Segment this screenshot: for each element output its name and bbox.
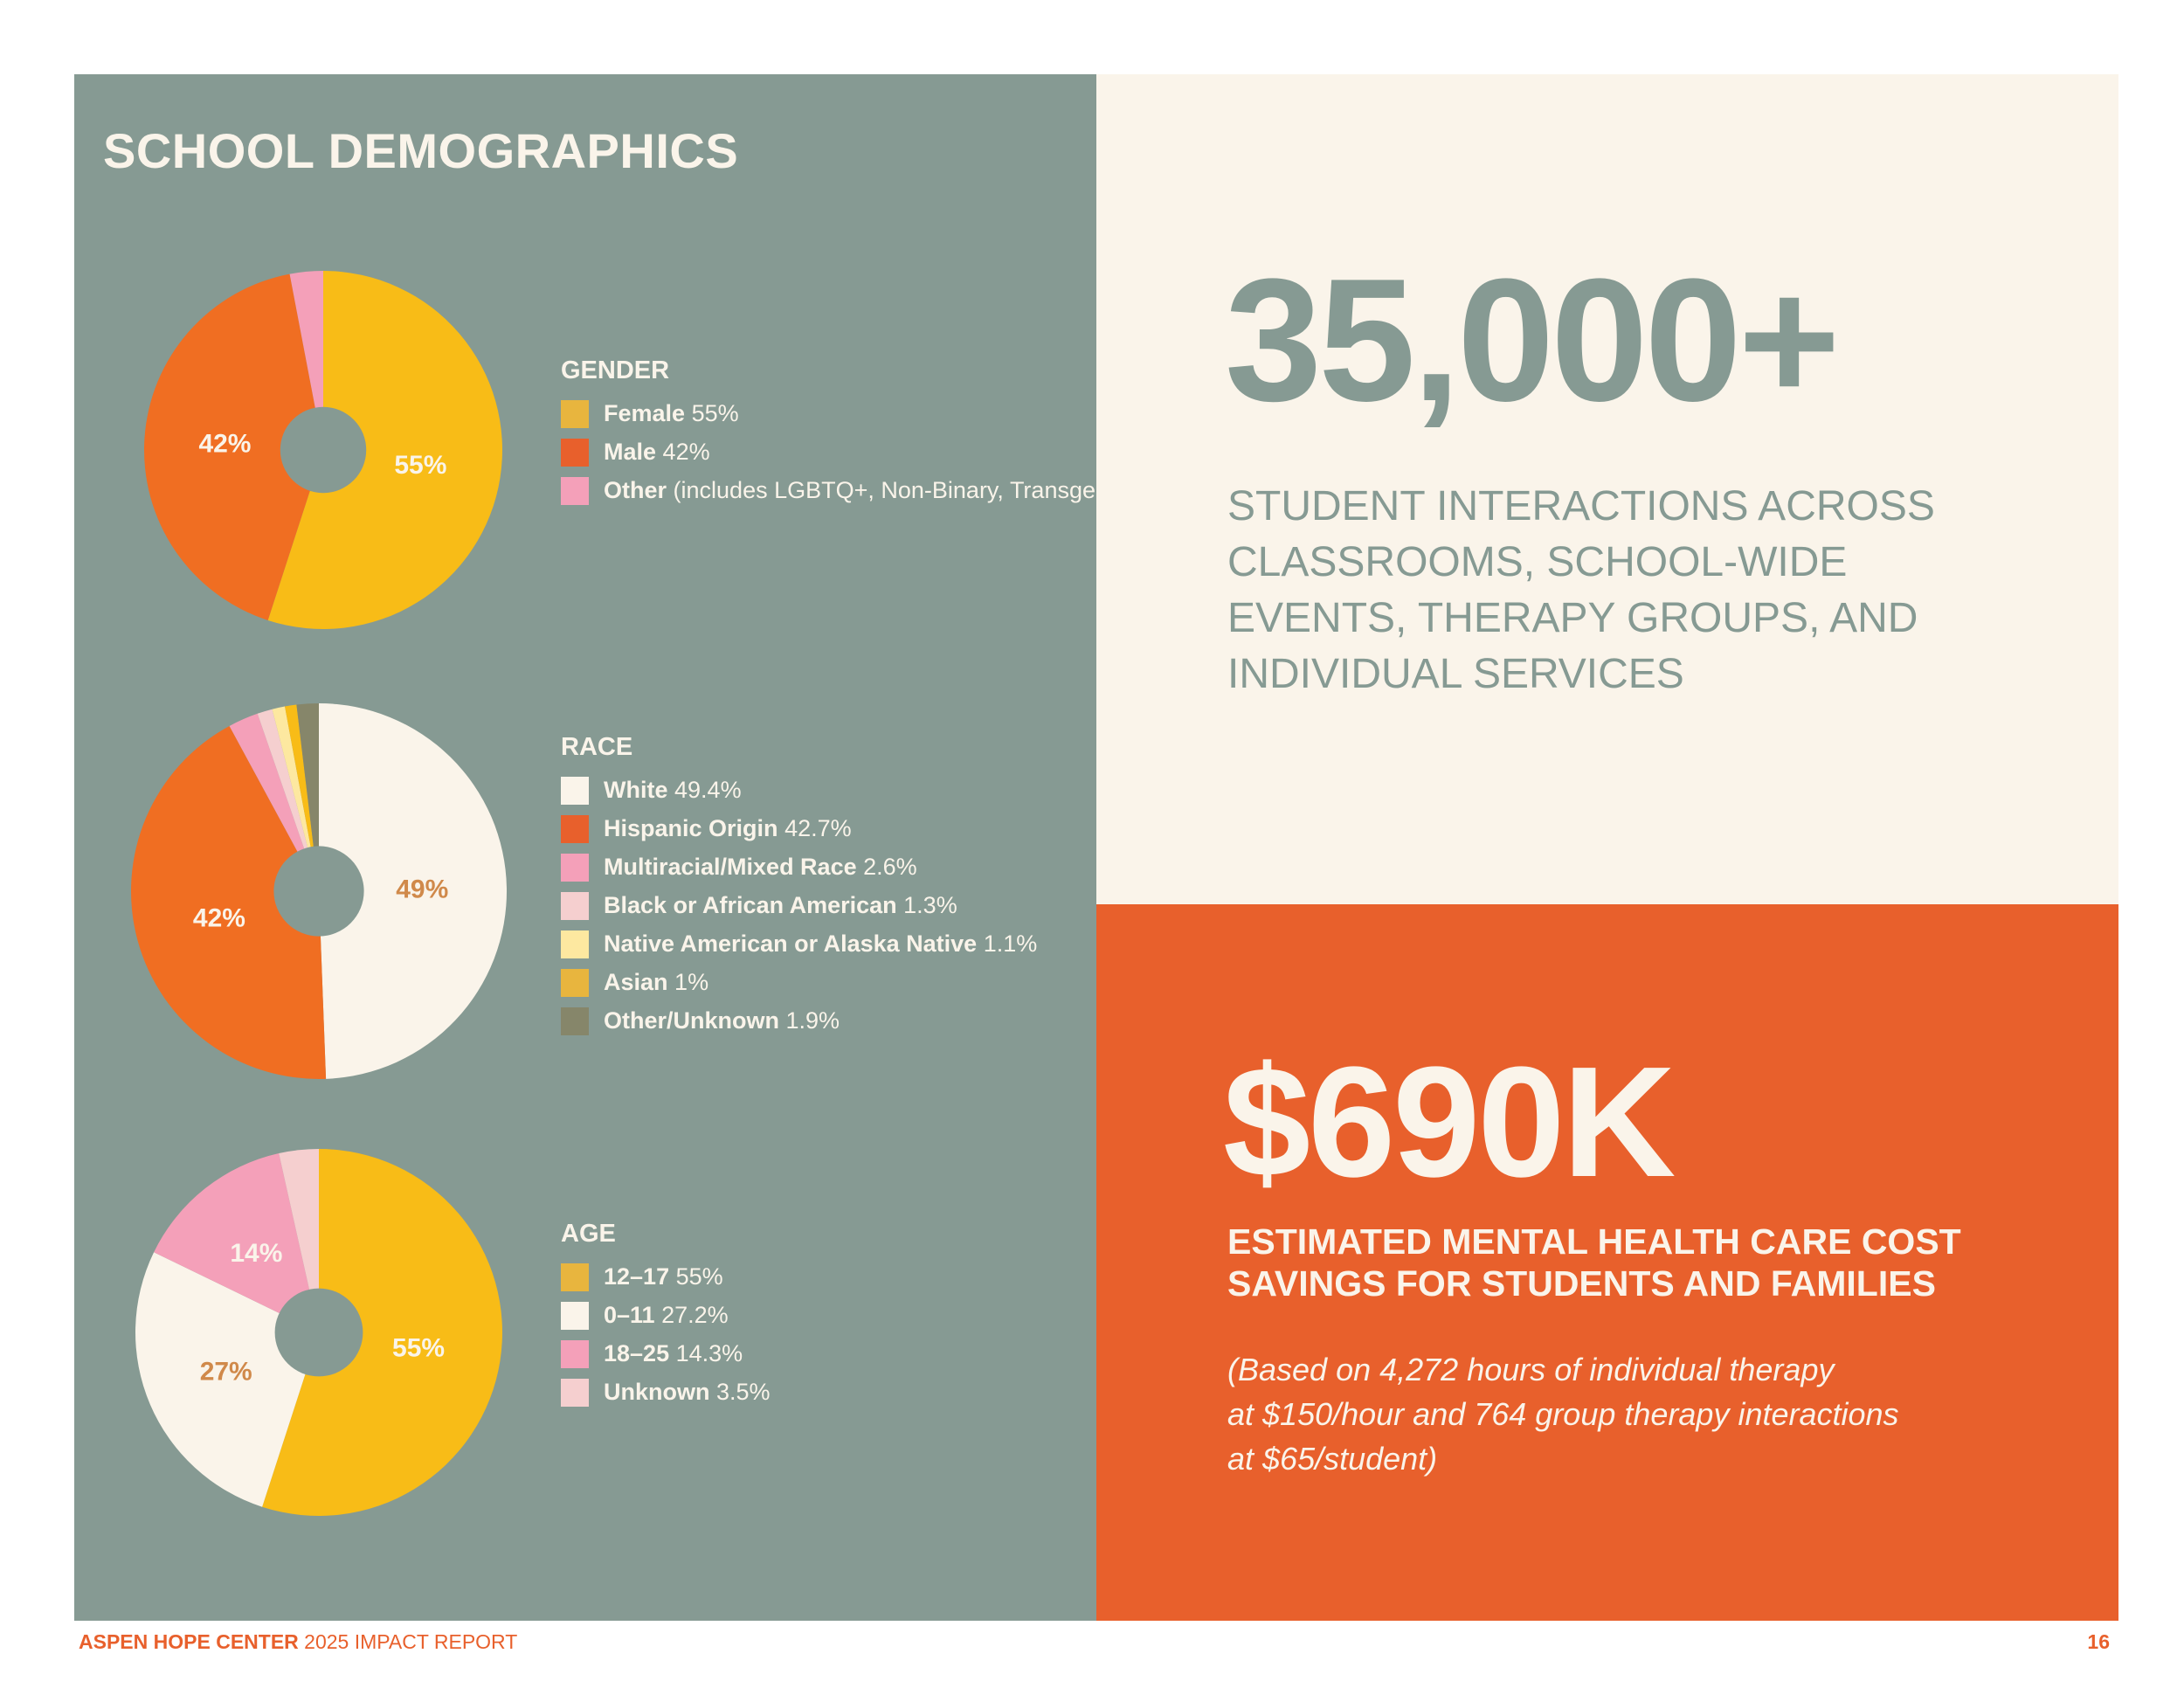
legend-swatch [561,930,589,958]
legend-item-value: 2.6% [863,854,917,880]
slice-label: 42% [192,903,245,933]
legend-swatch [561,1007,589,1035]
legend-item-value: 27.2% [661,1302,729,1328]
gender-legend [561,356,1302,513]
legend-item-value: (includes LGBTQ+, Non-Binary, Transgender, Unknown) 3% [673,477,1302,503]
footer-report: 2025 IMPACT REPORT [304,1630,518,1653]
footer-org: ASPEN HOPE CENTER [79,1630,299,1653]
interactions-stat-description: STUDENT INTERACTIONS ACROSS CLASSROOMS, SCHOOL-WIDE EVENTS, THERAPY GROUPS, AND INDIVIDUAL SERVICES [1227,483,1935,697]
legend-item [561,474,1302,506]
age-pie-chart [127,1140,511,1525]
slice-label: 14% [230,1238,283,1268]
legend-item [561,1338,771,1369]
section-title: SCHOOL DEMOGRAPHICS [103,123,739,178]
pie-center-hole [273,846,363,936]
legend-item-name: Multiracial/Mixed Race [604,854,857,880]
legend-title: AGE [561,1220,616,1248]
legend-item-name: 12–17 [604,1263,670,1290]
legend-swatch [561,892,589,920]
legend-item-value: 3.5% [716,1379,771,1405]
savings-stat-value: $690K [1223,1034,1674,1210]
legend-item-value: 1.9% [785,1007,840,1034]
legend-swatch [561,439,589,467]
legend-item [561,1376,771,1408]
race-pie-chart [122,695,515,1088]
slice-label: 42% [198,429,252,459]
legend-item-value: 42% [662,439,710,465]
legend-swatch [561,969,589,997]
legend-item-name: Other [604,477,667,503]
legend-swatch [561,1379,589,1407]
legend-item-name: Male [604,439,657,465]
footer [79,1630,517,1654]
legend-item-name: 0–11 [604,1302,655,1328]
legend-item-value: 14.3% [675,1340,743,1366]
legend-item-name: Unknown [604,1379,710,1405]
legend-item-name: Female [604,400,686,426]
legend-item [561,928,1037,959]
legend-item-value: 1.1% [983,930,1038,957]
legend-item [561,1299,771,1331]
legend-item-value: 55% [691,400,739,426]
interactions-stat-value: 35,000+ [1225,243,1837,438]
legend-item-name: Other/Unknown [604,1007,779,1034]
slice-label: 49% [396,875,449,904]
legend-item-name: Hispanic Origin [604,815,778,841]
legend-item [561,966,1037,998]
legend-item [561,436,1302,467]
legend-swatch [561,477,589,505]
legend-item-value: 1.3% [903,892,957,918]
legend-swatch [561,1340,589,1368]
legend-item-name: Asian [604,969,668,995]
slice-label: 27% [199,1357,252,1387]
gender-pie-chart [131,262,515,638]
pie-center-hole [280,407,366,493]
legend-swatch [561,1263,589,1291]
legend-item-value: 42.7% [784,815,852,841]
savings-stat-note: (Based on 4,272 hours of individual therapy at $150/hour and 764 group therapy interactions at $65/student) [1227,1352,1899,1477]
race-legend [561,733,1037,1043]
legend-item-value: 1% [674,969,709,995]
legend-title: GENDER [561,356,670,384]
legend-swatch [561,1302,589,1330]
legend-swatch [561,854,589,882]
slice-label: 55% [392,1333,446,1363]
legend-swatch [561,777,589,805]
legend-item-name: 18–25 [604,1340,670,1366]
legend-item-value: 55% [675,1263,723,1290]
slice-label: 55% [394,451,447,481]
legend-swatch [561,815,589,843]
legend-item [561,851,1037,882]
age-legend [561,1220,771,1415]
legend-item [561,1005,1037,1036]
legend-item [561,813,1037,844]
legend-item-name: Black or African American [604,892,897,918]
page-number: 16 [2087,1630,2110,1653]
legend-item-value: 49.4% [674,777,742,803]
legend-item [561,398,1302,429]
legend-swatch [561,400,589,428]
savings-stat-description: ESTIMATED MENTAL HEALTH CARE COST SAVINGS FOR STUDENTS AND FAMILIES [1227,1221,1961,1304]
legend-item-name: White [604,777,668,803]
legend-item [561,889,1037,921]
legend-title: RACE [561,733,633,761]
legend-item [561,1261,771,1292]
legend-item-name: Native American or Alaska Native [604,930,978,957]
pie-center-hole [275,1289,363,1377]
legend-item [561,774,1037,806]
